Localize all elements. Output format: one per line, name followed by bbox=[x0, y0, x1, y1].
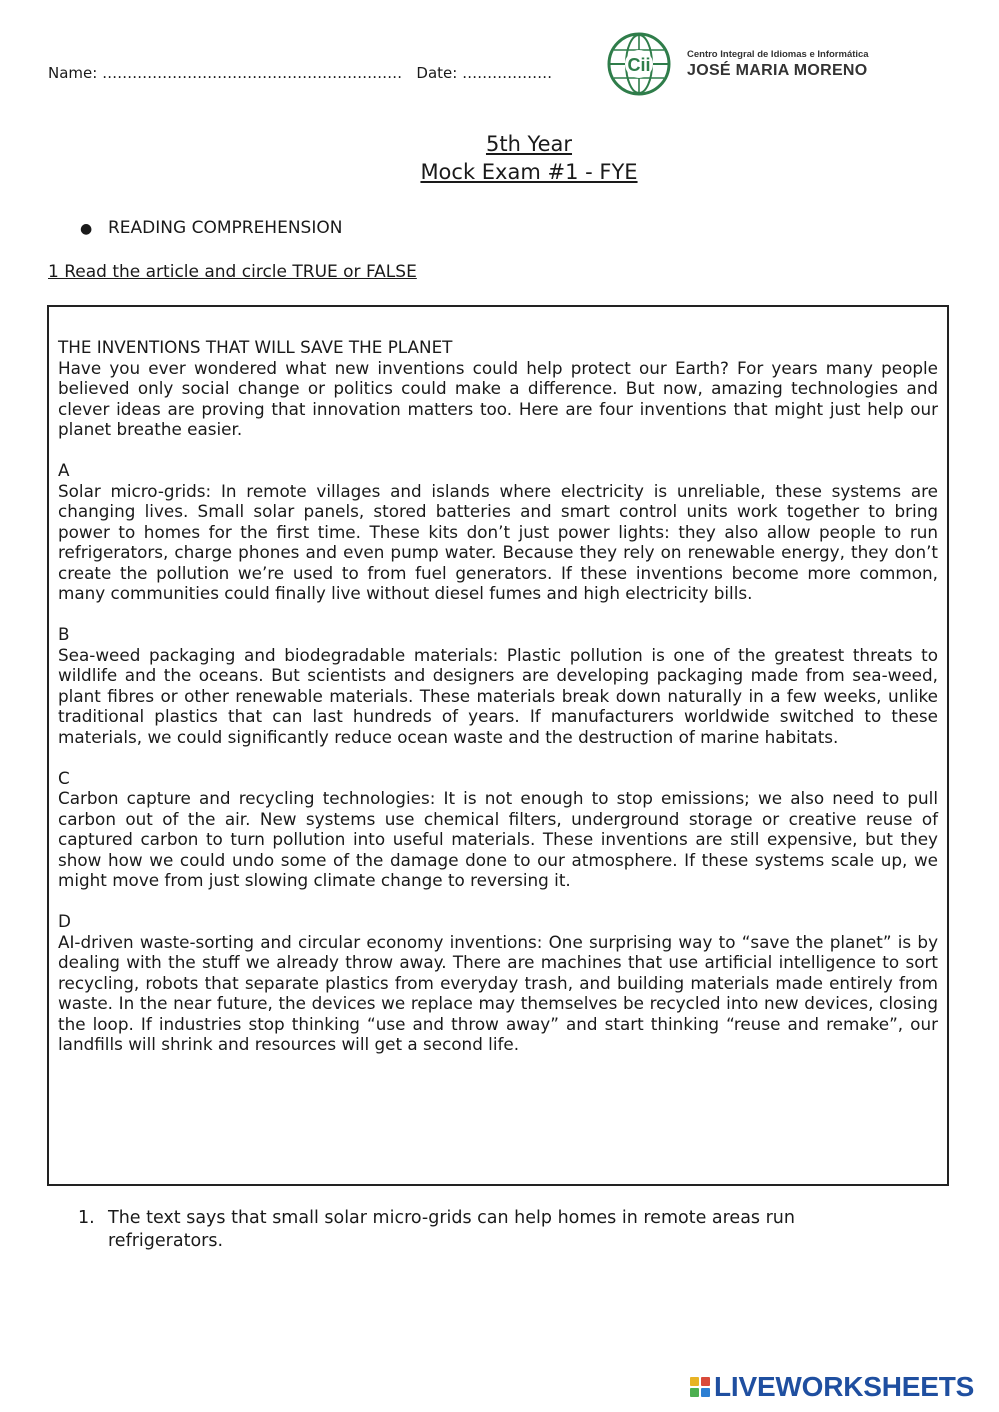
section-letter-b: B bbox=[58, 624, 70, 644]
article-intro: Have you ever wondered what new inventions could help protect our Earth? For years many people believed only social change or politics could make a difference. But now, amazing technologies and clever ideas are proving that innovation matters too. Here are four inventions that might just help our planet breathe easier. bbox=[58, 357, 938, 439]
question-text: The text says that small solar micro-grids can help homes in remote areas run refrigerators. bbox=[108, 1208, 795, 1251]
section-text-b: Sea-weed packaging and biodegradable materials: Plastic pollution is one of the greatest threats to wildlife and the oceans. But scientists and designers are developing packaging made from sea-weed, plant fibres or other renewable materials. These materials break down naturally in a few weeks, unlike traditional plastics that can last hundreds of years. If manufacturers worldwide switched to these materials, we could significantly reduce ocean waste and the destruction of marine habitats. bbox=[58, 644, 938, 747]
section-letter-d: D bbox=[58, 911, 71, 931]
section-label: READING COMPREHENSION bbox=[108, 218, 343, 238]
date-field-label: Date: ……………… bbox=[416, 64, 553, 82]
section-text-d: AI-driven waste-sorting and circular economy inventions: One surprising way to “save the planet” is by dealing with the stuff we already throw away. There are machines that use artificial intelligence to sort recycling, robots that separate plastics from everyday trash, and building materials made entirely from waste. In the near future, the devices we replace may themselves be recycled into new devices, closing the loop. If industries stop thinking “use and throw away” and start thinking “reuse and remake”, our landfills will shrink and resources will get a second life. bbox=[58, 931, 938, 1054]
question-number: 1. bbox=[78, 1208, 95, 1228]
brand-blocks-icon bbox=[690, 1377, 710, 1397]
article-heading: THE INVENTIONS THAT WILL SAVE THE PLANET bbox=[58, 337, 453, 357]
page-title-year: 5th Year bbox=[485, 132, 573, 156]
brand-block bbox=[690, 1377, 699, 1386]
brand-block bbox=[690, 1388, 699, 1397]
name-field-label: Name: …………………………………………………… bbox=[48, 64, 403, 82]
bullet-icon: ● bbox=[80, 221, 93, 237]
section-heading bbox=[80, 218, 342, 238]
section-letter-a: A bbox=[58, 460, 70, 480]
logo-line-2: JOSÉ MARIA MORENO bbox=[687, 62, 868, 79]
name-date-line bbox=[48, 64, 552, 82]
article-box bbox=[47, 305, 949, 1186]
brand-block bbox=[701, 1388, 710, 1397]
brand-text: LIVEWORKSHEETS bbox=[714, 1371, 975, 1402]
logo-mark-text: Cii bbox=[627, 55, 651, 75]
page-title-exam: Mock Exam #1 - FYE bbox=[420, 160, 638, 184]
section-letter-c: C bbox=[58, 767, 70, 788]
exercise-instruction: 1 Read the article and circle TRUE or FALSE bbox=[48, 262, 417, 282]
school-logo bbox=[607, 32, 907, 96]
globe-logo-icon bbox=[607, 32, 671, 96]
logo-line-1: Centro Integral de Idiomas e Informática bbox=[687, 49, 869, 60]
section-text-c: Carbon capture and recycling technologies: It is not enough to stop emissions; we also need to pull carbon out of the air. New systems use chemical filters, underground storage or creative reuse of captured carbon to turn pollution into useful materials. These inventions are still expensive, but they show how we could undo some of the damage done to our atmosphere. If these systems scale up, we might move from just slowing climate change to reversing it. bbox=[58, 788, 938, 890]
liveworksheets-brand bbox=[690, 1372, 974, 1402]
brand-block bbox=[701, 1377, 710, 1386]
section-text-a: Solar micro-grids: In remote villages and islands where electricity is unreliable, these systems are changing lives. Small solar panels, stored batteries and smart control units work together to bring power to homes for the first time. These kits don’t just power lights: they also allow people to run refrigerators, charge phones and even pump water. Because they rely on renewable energy, they don’t create the pollution we’re used to from fuel generators. If these inventions become more common, many communities could finally live without diesel fumes and high electricity bills. bbox=[58, 480, 938, 603]
